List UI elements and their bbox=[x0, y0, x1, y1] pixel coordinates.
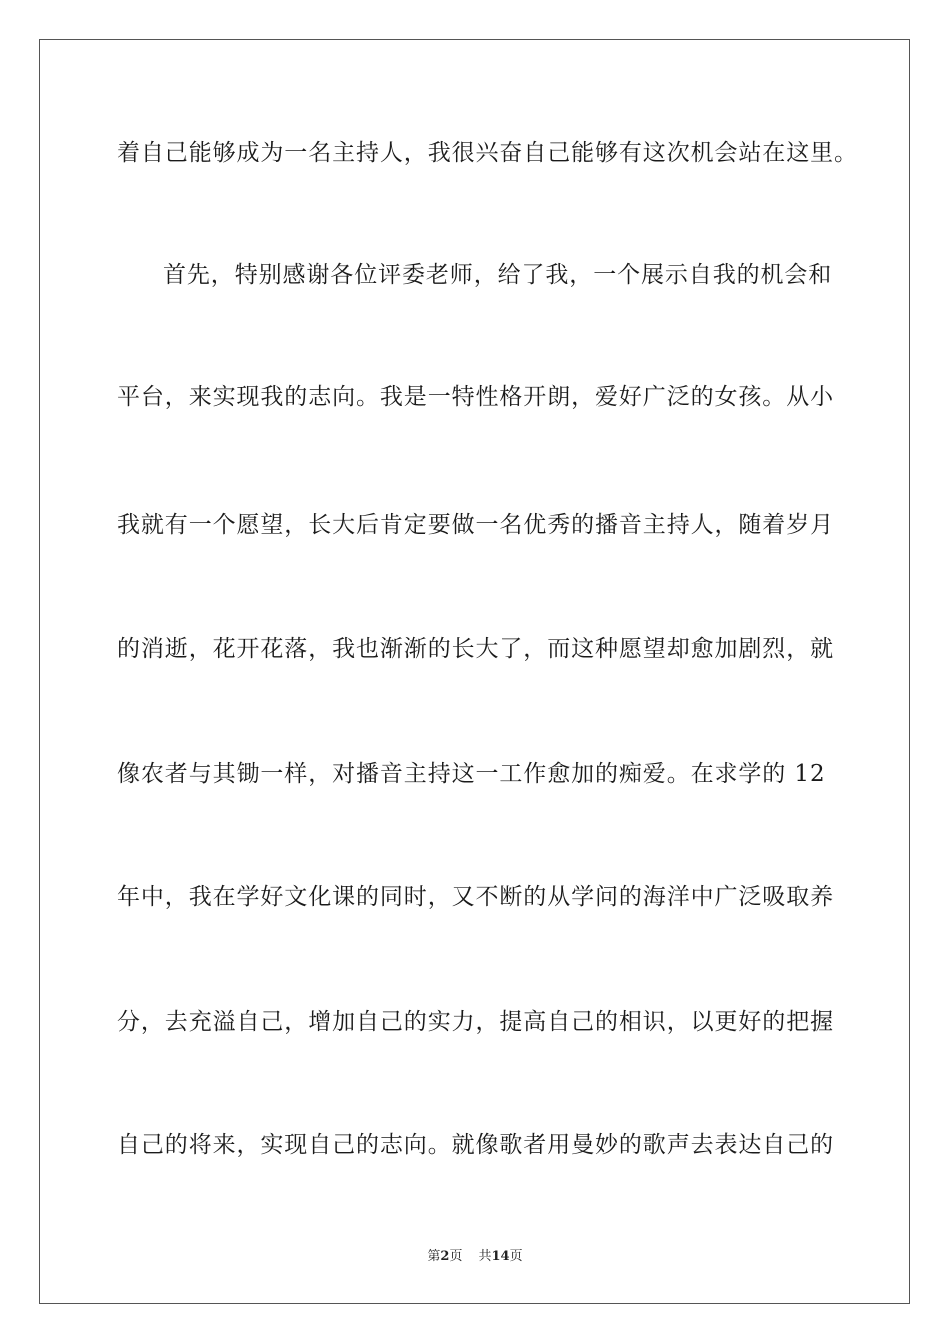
text-line-7: 年中，我在学好文化课的同时，又不断的从学问的海洋中广泛吸取养 bbox=[117, 884, 834, 910]
total-pages: 14 bbox=[491, 1249, 510, 1264]
page-footer bbox=[0, 1248, 950, 1266]
page-border bbox=[39, 39, 910, 1304]
total-prefix: 共 bbox=[478, 1249, 492, 1264]
text-line-4: 我就有一个愿望，长大后肯定要做一名优秀的播音主持人，随着岁月 bbox=[117, 512, 834, 538]
page-prefix: 第 bbox=[427, 1249, 441, 1264]
page-number: 2 bbox=[440, 1249, 450, 1264]
text-line-3: 平台，来实现我的志向。我是一特性格开朗，爱好广泛的女孩。从小 bbox=[117, 384, 834, 410]
text-line-5: 的消逝，花开花落，我也渐渐的长大了，而这种愿望却愈加剧烈，就 bbox=[117, 636, 834, 662]
text-line-8: 分，去充溢自己，增加自己的实力，提高自己的相识，以更好的把握 bbox=[117, 1009, 834, 1035]
text-line-2: 首先，特别感谢各位评委老师，给了我，一个展示自我的机会和 bbox=[163, 262, 833, 288]
page-suffix: 页 bbox=[449, 1249, 463, 1264]
text-line-1: 着自己能够成为一名主持人，我很兴奋自己能够有这次机会站在这里。 bbox=[117, 140, 858, 166]
text-line-9: 自己的将来，实现自己的志向。就像歌者用曼妙的歌声去表达自己的 bbox=[117, 1132, 834, 1158]
text-line-6: 像农者与其锄一样，对播音主持这一工作愈加的痴爱。在求学的 12 bbox=[117, 761, 826, 787]
total-suffix: 页 bbox=[509, 1249, 523, 1264]
